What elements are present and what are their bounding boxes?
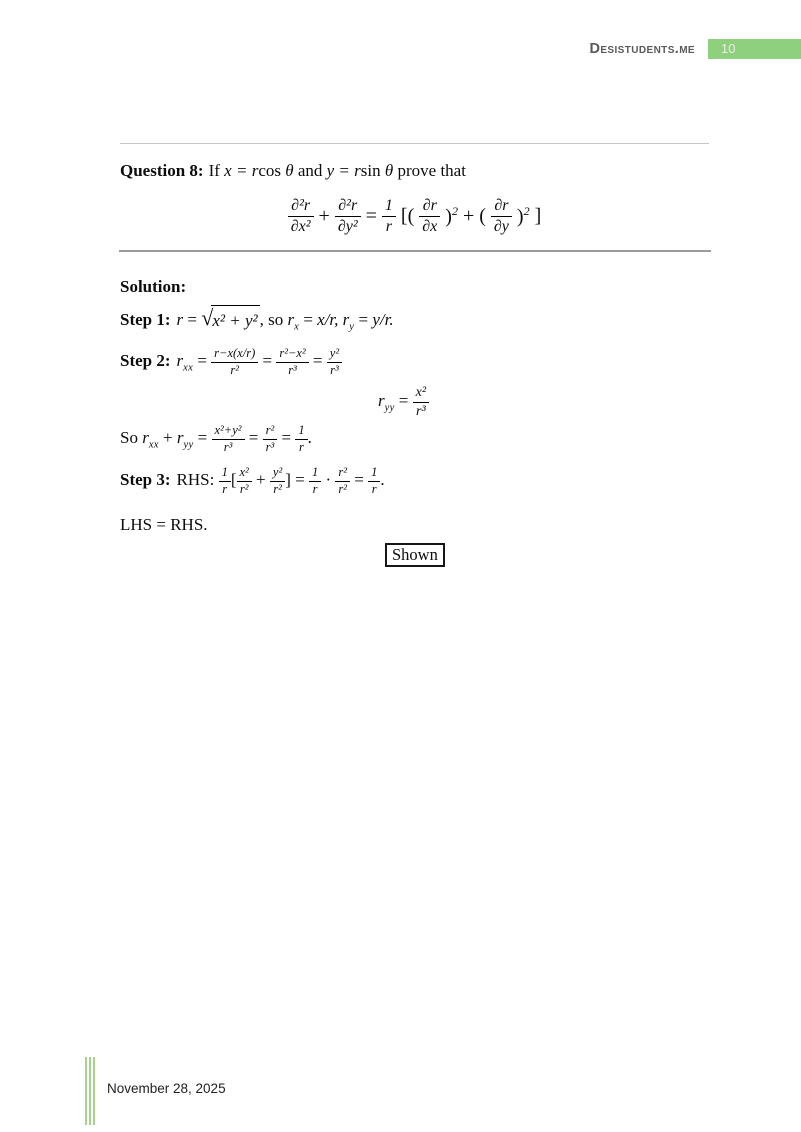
question-text: and (297, 161, 327, 180)
step1-label: Step 1: (120, 310, 171, 329)
sqrt-sign: √ (201, 305, 214, 330)
math-token: )$^2$ (445, 203, 458, 228)
math-token: θ (380, 161, 398, 180)
math-token: ] = (285, 470, 309, 489)
math-token: = (183, 310, 202, 329)
solution-label: Solution: (120, 277, 187, 296)
math-token: x = r (224, 161, 259, 180)
math-token: θ (280, 161, 298, 180)
fraction: $\frac{\text{∂²r}}{\text{∂x²}}$ (288, 197, 314, 235)
math-token: , so (259, 310, 288, 329)
math-token: = (308, 351, 327, 370)
sum-line (120, 421, 312, 462)
math-token: = (244, 428, 263, 447)
footer-date: November 28, 2025 (107, 1081, 226, 1096)
math-token: = (354, 310, 373, 329)
fraction: $\frac{1}{r}$ (309, 466, 321, 496)
fraction: $\frac{\partial r}{\partial y}$ (491, 197, 512, 235)
math-token: r (176, 428, 184, 447)
math-token: = (193, 428, 212, 447)
math-token: r (142, 428, 149, 447)
accent-bar (89, 1057, 91, 1125)
math-token: r (176, 351, 184, 370)
divider-top (120, 143, 709, 144)
divider-solution (119, 250, 711, 252)
sqrt-radicand: x² + y² (211, 305, 259, 336)
subscript: yy (384, 402, 395, 414)
math-token: + (251, 470, 270, 489)
math-token: = (394, 391, 413, 410)
fraction: $\frac{\text{x²+y²}}{\text{r³}}$ (212, 424, 245, 454)
fraction: $\frac{\text{r²−x²}}{\text{r³}}$ (276, 347, 308, 377)
fraction: $\frac{\text{y²}}{\text{r³}}$ (327, 347, 342, 377)
fraction: $\frac{1}{r}$ (295, 424, 307, 454)
fraction: $\frac{\text{y²}}{\text{r²}}$ (270, 466, 285, 496)
math-token: · (321, 470, 336, 489)
display-formula (120, 189, 709, 243)
math-token: r (176, 310, 184, 329)
math-token: y = r (326, 161, 361, 180)
solution-heading (120, 272, 186, 302)
page-number-badge (708, 39, 801, 59)
footer-accent-bars (85, 1057, 95, 1125)
question-text: If (208, 161, 225, 180)
math-token: . (380, 470, 385, 489)
fraction: $\frac{1}{r}$ (219, 466, 231, 496)
fraction: $\frac{\text{∂²r}}{\text{∂y²}}$ (335, 197, 361, 235)
fraction: $\frac{1}{r}$ (368, 466, 380, 496)
math-token: ( (479, 204, 486, 227)
fraction: $\frac{\partial r}{\partial x}$ (419, 197, 440, 235)
ryy-line (378, 384, 429, 425)
fraction: $\frac{\text{x²}}{\text{r²}}$ (237, 466, 252, 496)
solution-step2 (120, 344, 342, 385)
math-token: r (378, 391, 385, 410)
math-token: ] (534, 204, 542, 227)
math-token: [( (400, 204, 415, 227)
math-token: . (307, 428, 312, 447)
math-token: + (462, 204, 475, 227)
math-token: + (158, 428, 177, 447)
math-token: + (318, 204, 330, 227)
fraction: $\frac{\text{r²}}{\text{r³}}$ (263, 424, 278, 454)
step2-label: Step 2: (120, 351, 171, 370)
question-line (120, 161, 466, 181)
accent-bar (85, 1057, 87, 1125)
lhs-rhs-line: LHS = RHS. (120, 515, 208, 534)
math-token: = (277, 428, 296, 447)
math-token: [ (230, 470, 237, 489)
shown-label: Shown (392, 545, 438, 564)
math-token: y/r. (372, 310, 394, 329)
math-token: RHS: (176, 470, 219, 489)
math-token: sin (360, 161, 381, 180)
math-token: = (193, 351, 212, 370)
fraction: $\frac{1}{r}$ (382, 197, 396, 235)
shown-box (385, 543, 445, 567)
subscript: xx (148, 439, 159, 451)
math-token: cos (258, 161, 281, 180)
math-token: r (342, 310, 350, 329)
math-token: x/r, (317, 310, 343, 329)
subscript: y (349, 321, 355, 333)
math-token: So (120, 428, 143, 447)
subscript: x (294, 321, 300, 333)
math-token: r (287, 310, 295, 329)
math-token: = (349, 470, 369, 489)
subscript: yy (183, 439, 194, 451)
solution-step3 (120, 463, 385, 497)
fraction: $\frac{\text{r²}}{\text{r²}}$ (335, 466, 350, 496)
math-token: = (365, 204, 377, 227)
accent-bar (93, 1057, 95, 1125)
fraction: $\frac{\text{x²}}{\text{r³}}$ (413, 385, 429, 418)
math-token: )$^2$ (516, 203, 530, 228)
subscript: xx (183, 362, 194, 374)
math-token: = (299, 310, 318, 329)
question-label: Question 8: (120, 161, 204, 180)
math-token: = (258, 351, 277, 370)
site-name: Desistudents.me (589, 41, 695, 57)
fraction: $\frac{r-x(x/r)}{\text{r²}}$ (211, 347, 258, 377)
page-number: 10 (721, 41, 736, 56)
step3-label: Step 3: (120, 470, 171, 489)
solution-step1 (120, 303, 394, 342)
question-text: prove that (397, 161, 466, 180)
